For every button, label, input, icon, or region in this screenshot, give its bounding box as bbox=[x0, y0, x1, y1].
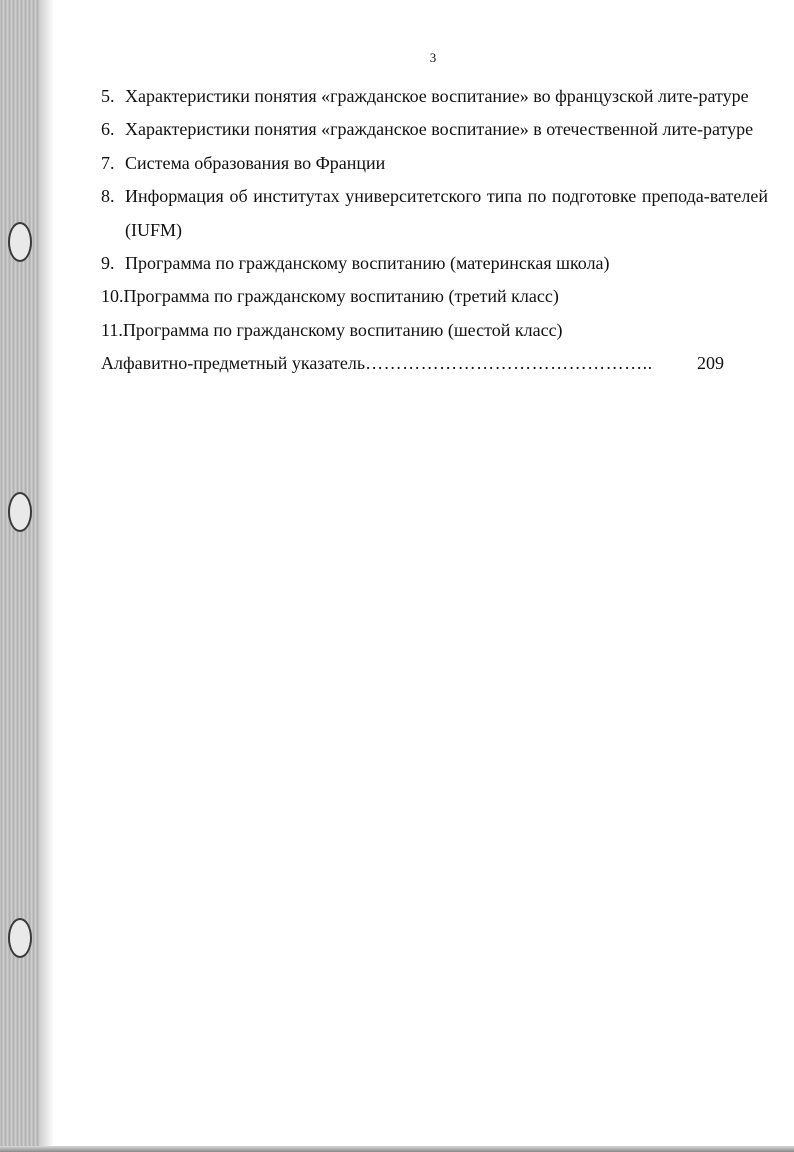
toc-entry-title: Информация об институтах университетского типа по подготовке препода-вателей (IUFM) bbox=[125, 186, 768, 240]
scan-bottom-edge bbox=[0, 1146, 794, 1152]
toc-entry-number: 11. bbox=[101, 319, 123, 340]
toc-entry-number: 9. bbox=[101, 253, 115, 274]
toc-entry-11 bbox=[101, 314, 768, 347]
index-page-number: 209 bbox=[697, 353, 724, 374]
toc-entry-title: Характеристики понятия «гражданское воспитание» в отечественной лите-ратуре bbox=[125, 119, 754, 140]
toc-entry-number: 7. bbox=[101, 152, 115, 173]
scan-binding-edge bbox=[0, 0, 40, 1152]
index-label: Алфавитно-предметный указатель bbox=[101, 353, 366, 374]
punch-hole bbox=[8, 492, 32, 532]
toc-entry-title: Характеристики понятия «гражданское воспитание» во французской лите-ратуре bbox=[125, 86, 749, 106]
toc-entry-title: Система образования во Франции bbox=[125, 152, 386, 173]
toc-entry-number: 5. bbox=[101, 86, 115, 106]
toc-entry-8 bbox=[101, 180, 768, 247]
toc-entry-title: Программа по гражданскому воспитанию (третий класс) bbox=[123, 286, 559, 307]
toc-entry-number: 6. bbox=[101, 119, 115, 140]
scan-binding-shadow bbox=[40, 0, 54, 1152]
toc-entry-10 bbox=[101, 280, 768, 313]
toc-index-entry bbox=[101, 347, 724, 380]
toc-entry-number: 8. bbox=[101, 186, 115, 207]
toc-entry-6 bbox=[101, 113, 768, 146]
toc-entry-7 bbox=[101, 147, 768, 180]
toc-entry-number: 10. bbox=[101, 286, 124, 307]
punch-hole bbox=[8, 222, 32, 262]
toc-entry-5 bbox=[101, 80, 768, 113]
toc-entry-title: Программа по гражданскому воспитанию (материнская школа) bbox=[125, 253, 610, 274]
dot-leader: ……………………………………….. bbox=[365, 353, 653, 374]
punch-hole bbox=[8, 918, 32, 958]
toc-entry-title: Программа по гражданскому воспитанию (шестой класс) bbox=[122, 319, 563, 340]
table-of-contents bbox=[101, 80, 768, 381]
page-number: 3 bbox=[429, 50, 437, 65]
toc-entry-9 bbox=[101, 247, 768, 280]
